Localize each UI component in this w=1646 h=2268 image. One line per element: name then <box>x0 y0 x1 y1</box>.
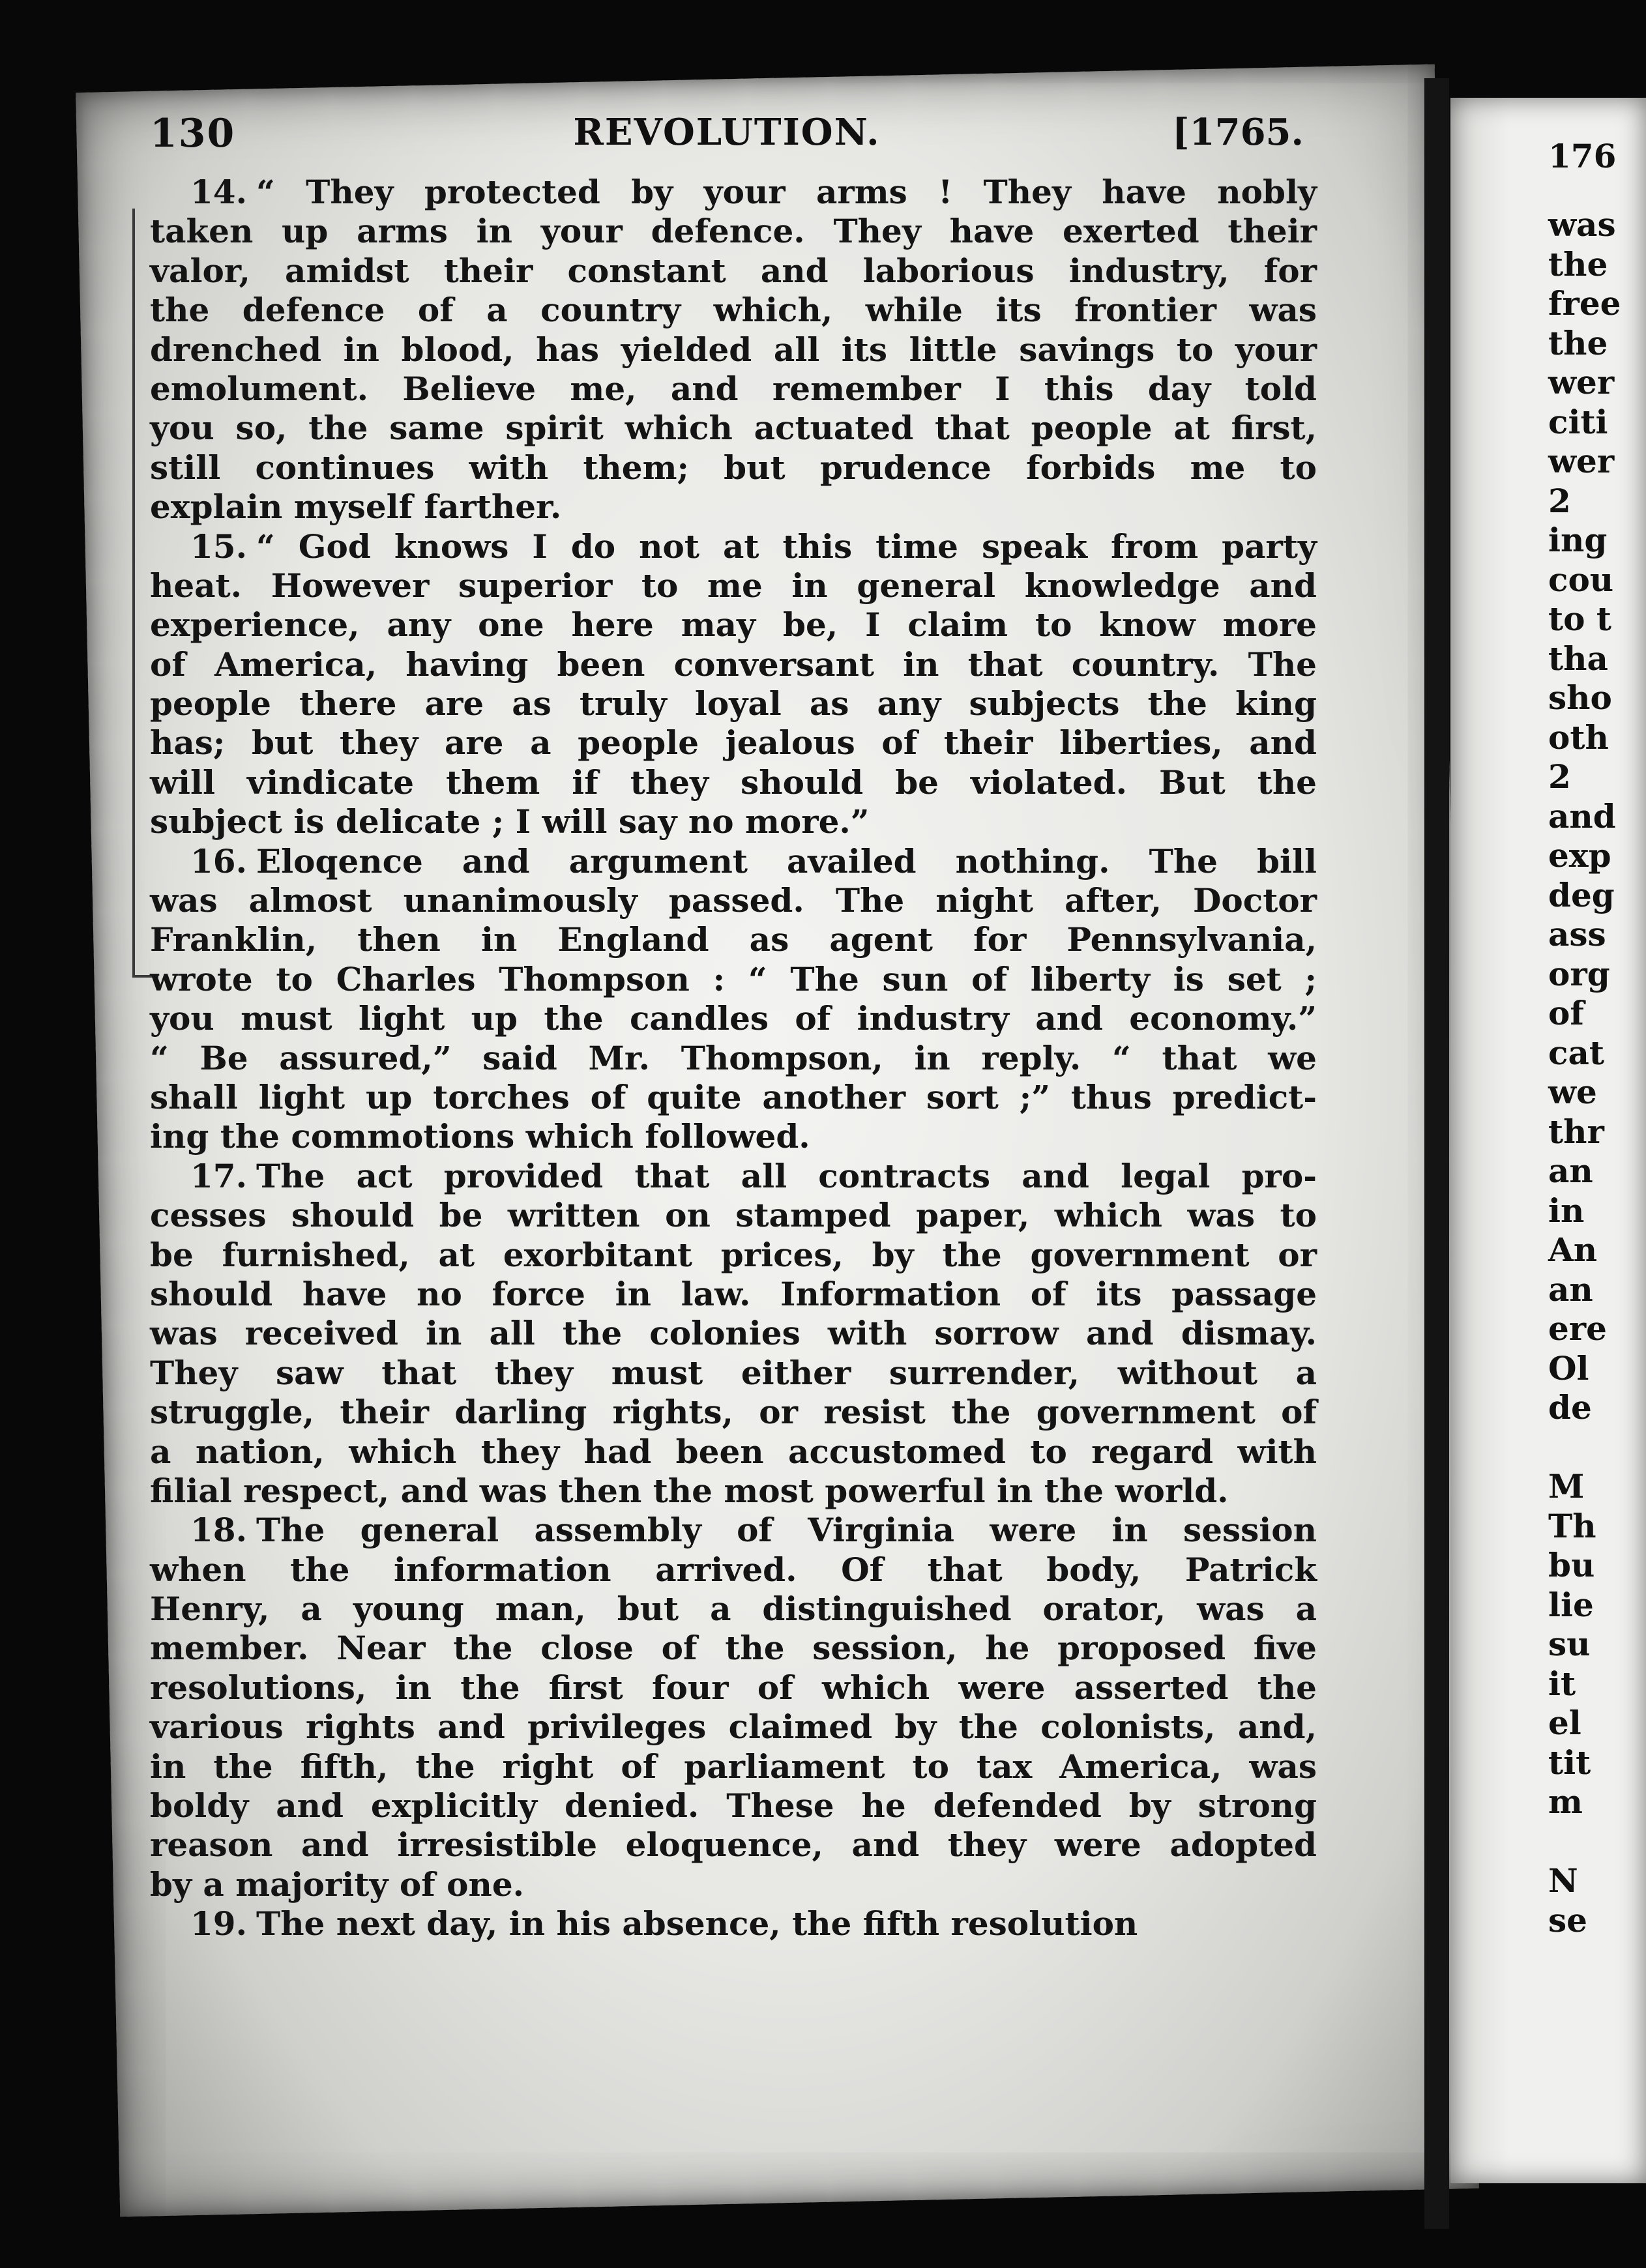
paragraph <box>150 527 1317 842</box>
line-text: resolutions, in the first four of which were asserted the <box>150 1668 1317 1707</box>
line-text: Eloqence and argument availed nothing. The bill <box>256 841 1317 880</box>
text-line <box>150 291 1317 330</box>
line-text: explain myself farther. <box>150 487 562 527</box>
facing-line-fragment: de <box>1548 1388 1592 1427</box>
line-text: member. Near the close of the session, he proposed five <box>150 1629 1317 1668</box>
line-text: will vindicate them if they should be violated. But the <box>150 763 1317 802</box>
line-text: ing the commotions which followed. <box>150 1117 810 1156</box>
page-number: 130 <box>150 111 236 156</box>
margin-bracket <box>132 209 135 978</box>
facing-line-fragment: the <box>1548 244 1608 284</box>
facing-page-header: 176 <box>1548 137 1617 175</box>
paragraph-number: 19. <box>190 1904 247 1943</box>
line-text: shall light up torches of quite another sort ;” thus predict- <box>150 1077 1317 1116</box>
facing-line-fragment: N <box>1548 1861 1578 1900</box>
paragraph <box>150 173 1317 527</box>
facing-line-fragment: 2 <box>1548 481 1571 520</box>
paragraph-number: 18. <box>190 1511 247 1550</box>
facing-line-fragment: deg <box>1548 875 1615 914</box>
line-text: Henry, a young man, but a distinguished orator, was a <box>150 1590 1317 1629</box>
line-text: people there are as truly loyal as any subjects the king <box>150 684 1317 723</box>
line-text: you so, the same spirit which actuated that people at first, <box>150 409 1317 448</box>
paragraph <box>150 1904 1317 1943</box>
facing-line-fragment: wer <box>1548 442 1615 480</box>
facing-line-fragment: lie <box>1548 1585 1594 1624</box>
paragraph-number: 17. <box>190 1156 247 1195</box>
line-text: a nation, which they had been accustomed to regard with <box>150 1432 1317 1471</box>
text-line <box>150 763 1317 802</box>
text-line <box>150 999 1317 1038</box>
line-text: The act provided that all contracts and legal pro- <box>256 1156 1317 1195</box>
text-line <box>150 1747 1317 1786</box>
text-line <box>150 1708 1317 1747</box>
line-text: drenched in blood, has yielded all its little savings to your <box>150 330 1317 369</box>
facing-line-fragment: org <box>1548 954 1610 993</box>
line-text: has; but they are a people jealous of their liberties, and <box>150 723 1317 763</box>
text-line <box>150 1904 1317 1943</box>
line-text: wrote to Charles Thompson : “ The sun of liberty is set ; <box>150 959 1317 998</box>
facing-line-fragment: was <box>1548 205 1616 244</box>
facing-line-fragment: an <box>1548 1152 1593 1190</box>
facing-line-fragment: exp <box>1548 836 1611 875</box>
line-text: valor, amidst their constant and laborious industry, for <box>150 251 1317 290</box>
facing-line-fragment: M <box>1548 1467 1585 1505</box>
text-line <box>150 448 1317 487</box>
line-text: subject is delicate ; I will say no more.” <box>150 802 870 841</box>
facing-line-fragment <box>1548 1822 1621 1862</box>
facing-line-fragment: bu <box>1548 1546 1595 1584</box>
line-text: should have no force in law. Information of its passage <box>150 1274 1317 1313</box>
facing-line-fragment: tha <box>1548 639 1608 678</box>
text-line <box>150 1432 1317 1472</box>
facing-line-fragment: m <box>1548 1782 1583 1821</box>
text-line <box>150 1472 1317 1511</box>
line-text: struggle, their darling rights, or resist the government of <box>150 1393 1317 1432</box>
text-line <box>150 960 1317 999</box>
facing-line-fragment: 2 <box>1548 757 1571 796</box>
facing-line-fragment: an <box>1548 1270 1593 1309</box>
facing-page-text <box>1548 205 1621 1940</box>
facing-line-fragment: Th <box>1548 1506 1596 1545</box>
paragraph-number: 14. <box>190 173 247 211</box>
text-line <box>150 487 1317 527</box>
line-text: The general assembly of Virginia were in session <box>256 1511 1317 1550</box>
line-text: when the information arrived. Of that body, Patrick <box>150 1550 1317 1589</box>
body-text <box>150 173 1317 1944</box>
text-line <box>150 842 1317 881</box>
paragraph-number: 16. <box>190 841 247 880</box>
text-line <box>150 1039 1317 1078</box>
text-line <box>150 212 1317 251</box>
line-text: emolument. Believe me, and remember I this day told <box>150 369 1317 408</box>
facing-line-fragment: cat <box>1548 1033 1604 1072</box>
line-text: taken up arms in your defence. They have exerted their <box>150 212 1317 251</box>
facing-line-fragment: su <box>1548 1625 1591 1663</box>
facing-line-fragment: it <box>1548 1664 1576 1703</box>
facing-line-fragment: sho <box>1548 678 1612 717</box>
text-line <box>150 1196 1317 1235</box>
line-text: They saw that they must either surrender, without a <box>150 1353 1317 1392</box>
facing-line-fragment: tit <box>1548 1743 1591 1782</box>
text-line <box>150 1275 1317 1314</box>
line-text: experience, any one here may be, I claim to know more <box>150 605 1317 645</box>
line-text: reason and irresistible eloquence, and they were adopted <box>150 1825 1317 1865</box>
text-line <box>150 370 1317 409</box>
line-text: The next day, in his absence, the fifth resolution <box>256 1904 1138 1943</box>
facing-line-fragment: in <box>1548 1191 1585 1230</box>
running-head <box>150 111 1304 169</box>
text-line <box>150 252 1317 291</box>
text-line <box>150 1786 1317 1825</box>
text-line <box>150 1354 1317 1393</box>
text-line <box>150 645 1317 684</box>
text-line <box>150 881 1317 920</box>
text-line <box>150 1865 1317 1904</box>
paragraph <box>150 842 1317 1157</box>
line-text: in the fifth, the right of parliament to tax America, was <box>150 1747 1317 1786</box>
facing-line-fragment: free <box>1548 284 1621 323</box>
paragraph <box>150 1511 1317 1904</box>
text-line <box>150 1550 1317 1590</box>
facing-line-fragment: of <box>1548 994 1584 1032</box>
line-text: boldy and explicitly denied. These he defended by strong <box>150 1786 1317 1825</box>
line-text: Franklin, then in England as agent for Pennsylvania, <box>150 920 1317 959</box>
line-text: cesses should be written on stamped paper, which was to <box>150 1196 1317 1235</box>
facing-line-fragment: cou <box>1548 560 1614 599</box>
text-line <box>150 1117 1317 1156</box>
text-line <box>150 684 1317 723</box>
paragraph-number: 15. <box>190 527 247 566</box>
line-text: of America, having been conversant in that country. The <box>150 645 1317 684</box>
line-text: “ Be assured,” said Mr. Thompson, in reply. “ that we <box>150 1038 1317 1077</box>
facing-line-fragment: and <box>1548 796 1616 836</box>
line-text: “ They protected by your arms ! They have nobly <box>256 173 1317 211</box>
line-text: be furnished, at exorbitant prices, by the government or <box>150 1235 1317 1274</box>
line-text: by a majority of one. <box>150 1865 525 1904</box>
line-text: the defence of a country which, while its frontier was <box>150 291 1317 330</box>
line-text: “ God knows I do not at this time speak from party <box>256 527 1317 566</box>
facing-line-fragment: wer <box>1548 363 1615 401</box>
facing-line-fragment: thr <box>1548 1112 1604 1151</box>
running-title: REVOLUTION. <box>573 111 881 154</box>
text-line <box>150 330 1317 370</box>
text-line <box>150 1668 1317 1708</box>
text-line <box>150 920 1317 959</box>
facing-line-fragment: ass <box>1548 915 1606 953</box>
text-line <box>150 1511 1317 1550</box>
facing-line-fragment: se <box>1548 1900 1587 1940</box>
text-line <box>150 1393 1317 1432</box>
text-line <box>150 723 1317 763</box>
facing-line-fragment: the <box>1548 323 1608 362</box>
text-line <box>150 1629 1317 1668</box>
page-gutter <box>1424 78 1449 2229</box>
line-text: was received in all the colonies with sorrow and dismay. <box>150 1314 1317 1353</box>
text-line <box>150 173 1317 212</box>
facing-line-fragment: el <box>1548 1704 1581 1742</box>
text-line <box>150 409 1317 448</box>
text-line <box>150 1078 1317 1117</box>
text-line <box>150 527 1317 566</box>
facing-line-fragment: Ol <box>1548 1348 1589 1388</box>
facing-line-fragment: ing <box>1548 521 1608 559</box>
running-year: [1765. <box>1172 111 1304 154</box>
facing-line-fragment: ere <box>1548 1309 1607 1348</box>
text-line <box>150 1825 1317 1865</box>
text-line <box>150 1314 1317 1353</box>
text-line <box>150 566 1317 605</box>
facing-page <box>1450 98 1646 2183</box>
text-line <box>150 605 1317 645</box>
facing-line-fragment: to t <box>1548 600 1611 638</box>
facing-line-fragment: An <box>1548 1230 1598 1269</box>
line-text: still continues with them; but prudence forbids me to <box>150 448 1317 487</box>
line-text: was almost unanimously passed. The night after, Doctor <box>150 881 1317 920</box>
text-line <box>150 802 1317 841</box>
text-line <box>150 1157 1317 1196</box>
line-text: filial respect, and was then the most powerful in the world. <box>150 1471 1229 1510</box>
text-line <box>150 1590 1317 1629</box>
facing-line-fragment: we <box>1548 1073 1597 1111</box>
line-text: you must light up the candles of industry and economy.” <box>150 999 1317 1038</box>
text-line <box>150 1236 1317 1275</box>
facing-line-fragment: oth <box>1548 718 1609 757</box>
line-text: heat. However superior to me in general knowledge and <box>150 566 1317 605</box>
facing-line-fragment <box>1548 1428 1621 1468</box>
line-text: various rights and privileges claimed by the colonists, and, <box>150 1708 1317 1747</box>
facing-line-fragment: citi <box>1548 402 1608 441</box>
paragraph <box>150 1157 1317 1511</box>
